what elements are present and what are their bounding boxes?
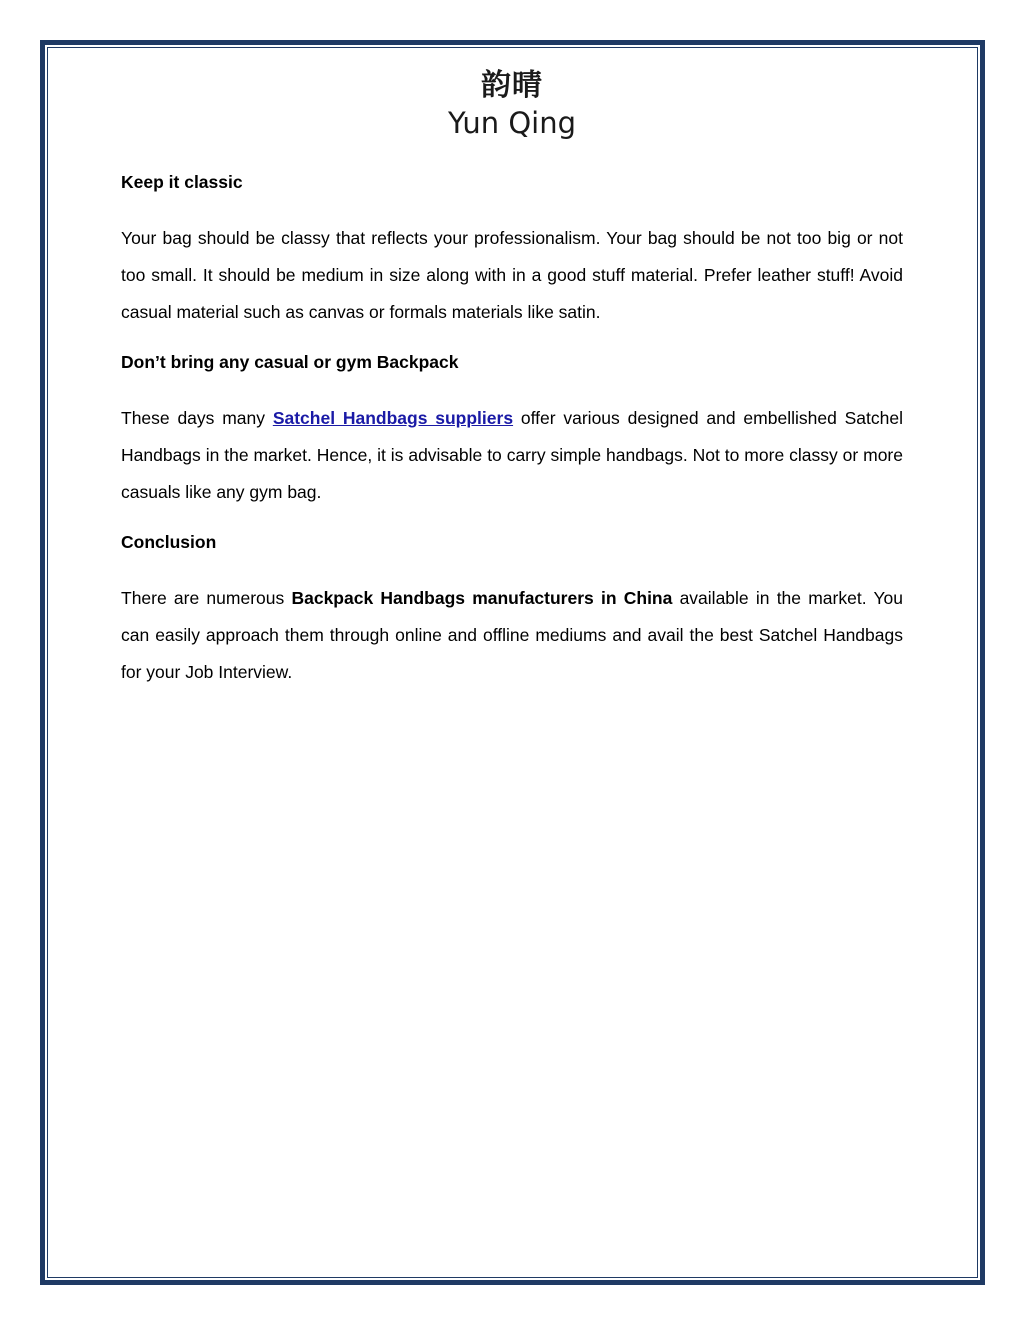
section-heading-no-gym-backpack: Don’t bring any casual or gym Backpack: [121, 352, 459, 372]
manufacturers-bold-text: Backpack Handbags manufacturers in China: [291, 588, 673, 608]
section-heading-conclusion: Conclusion: [121, 532, 217, 552]
logo-chinese-text: 韵晴: [481, 68, 543, 103]
paragraph-text-start: There are numerous: [121, 588, 285, 608]
logo-english-text: Yun Qing: [447, 106, 577, 140]
section-heading-keep-classic: Keep it classic: [121, 172, 243, 192]
document-body: [121, 166, 903, 706]
paragraph-text-start: These days many: [121, 408, 265, 428]
section-paragraph-no-gym-backpack: [121, 400, 903, 511]
paragraph-text-end: available in the market. You can easily approach them through online and offline mediums and avail the best Satchel Handbags for your Job Interview.: [121, 588, 903, 682]
company-logo: [0, 68, 1024, 142]
satchel-handbags-suppliers-link[interactable]: Satchel Handbags suppliers: [272, 408, 514, 428]
section-paragraph-conclusion: [121, 580, 903, 691]
paragraph-text-end: offer various designed and embellished Satchel Handbags in the market. Hence, it is advisable to carry simple handbags. Not to more classy or more casuals like any gym bag.: [121, 408, 903, 502]
section-paragraph-keep-classic: Your bag should be classy that reflects your professionalism. Your bag should be not too big or not too small. It should be medium in size along with in a good stuff material. Prefer leather stuff! Avoid casual material such as canvas or formals materials like satin.: [121, 228, 903, 322]
